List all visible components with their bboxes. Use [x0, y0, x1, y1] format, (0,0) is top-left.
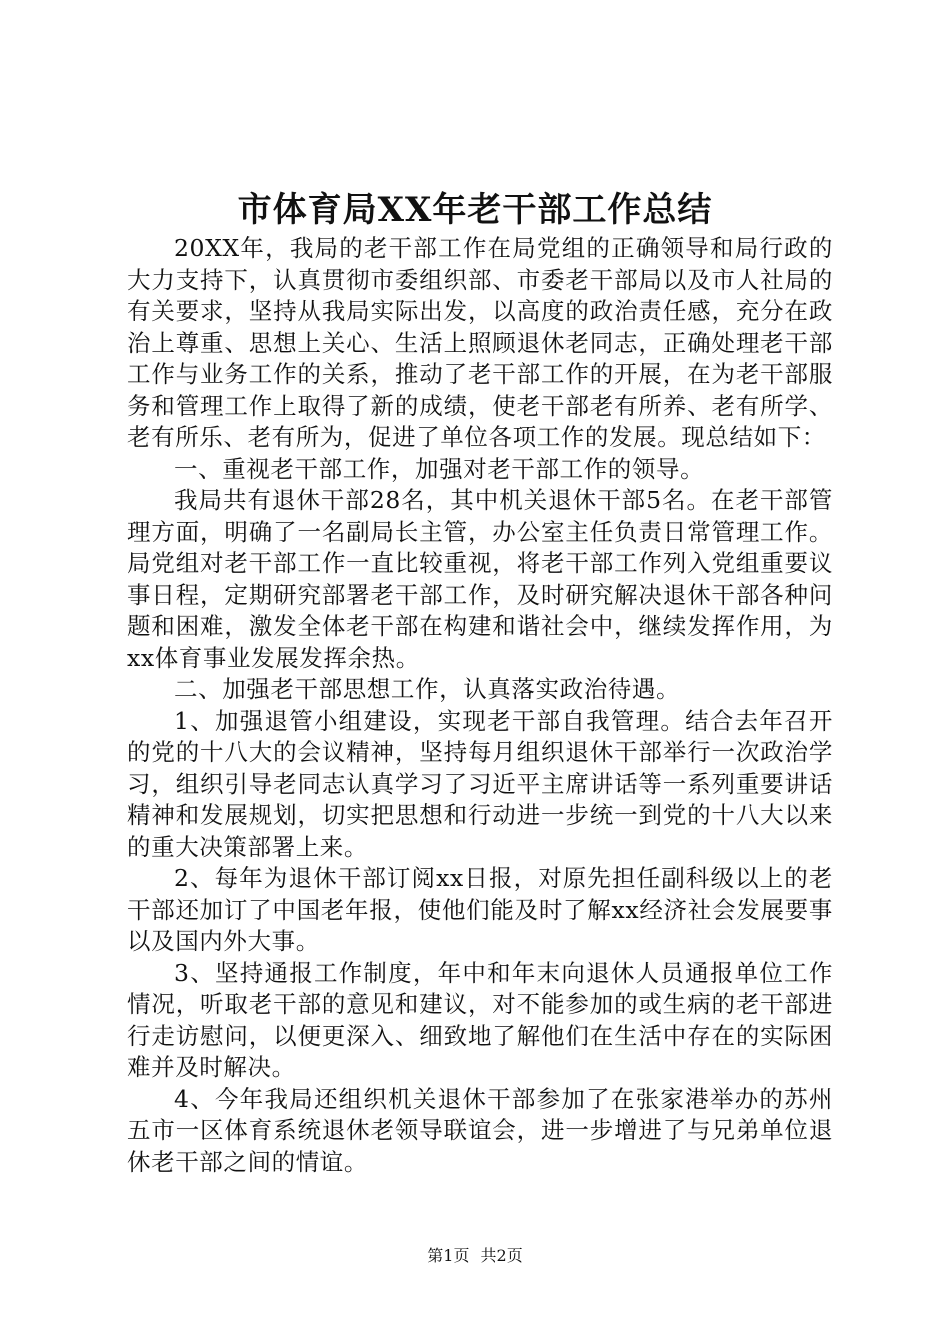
section-heading-2: 二、加强老干部思想工作，认真落实政治待遇。 [174, 675, 681, 703]
paragraph-item-1: 1、加强退管小组建设，实现老干部自我管理。结合去年召开的党的十八大的会议精神，坚持每月组织退休干部举行一次政治学习，组织引导老同志认真学习了习近平主席讲话等一系列重要讲话精神和发展规划，切实把思想和行动进一步统一到党的十八大以来的重大决策部署上来。 [127, 706, 833, 861]
document-body [127, 233, 833, 1178]
document-title: 市体育局XX年老干部工作总结 [237, 190, 713, 230]
paragraph-section-1: 我局共有退休干部28名，其中机关退休干部5名。在老干部管理方面，明确了一名副局长主管，办公室主任负责日常管理工作。局党组对老干部工作一直比较重视，将老干部工作列入党组重要议事日程，定期研究部署老干部工作，及时研究解决退休干部各种问题和困难，激发全体老干部在构建和谐社会中，继续发挥作用，为xx体育事业发展发挥余热。 [127, 486, 833, 672]
page-number: 第1页 [427, 1246, 470, 1265]
paragraph-item-2: 2、每年为退休干部订阅xx日报，对原先担任副科级以上的老干部还加订了中国老年报，使他们能及时了解xx经济社会发展要事以及国内外大事。 [127, 864, 833, 955]
paragraph-item-3: 3、坚持通报工作制度，年中和年末向退休人员通报单位工作情况，听取老干部的意见和建议，对不能参加的或生病的老干部进行走访慰问，以便更深入、细致地了解他们在生活中存在的实际困难并及时解决。 [127, 958, 833, 1081]
page-total: 共2页 [480, 1246, 523, 1265]
section-heading-1: 一、重视老干部工作，加强对老干部工作的领导。 [174, 454, 705, 483]
paragraph-intro: 20XX年，我局的老干部工作在局党组的正确领导和局行政的大力支持下，认真贯彻市委组织部、市委老干部局以及市人社局的有关要求，坚持从我局实际出发，以高度的政治责任感，充分在政治上尊重、思想上关心、生活上照顾退休老同志，正确处理老干部工作与业务工作的关系，推动了老干部工作的开展，在为老干部服务和管理工作上取得了新的成绩，使老干部老有所养、老有所学、老有所乐、老有所为，促进了单位各项工作的发展。现总结如下： [127, 234, 833, 451]
paragraph-item-4: 4、今年我局还组织机关退休干部参加了在张家港举办的苏州五市一区体育系统退休老领导联谊会，进一步增进了与兄弟单位退休老干部之间的情谊。 [127, 1084, 833, 1176]
page-footer [0, 1244, 950, 1268]
